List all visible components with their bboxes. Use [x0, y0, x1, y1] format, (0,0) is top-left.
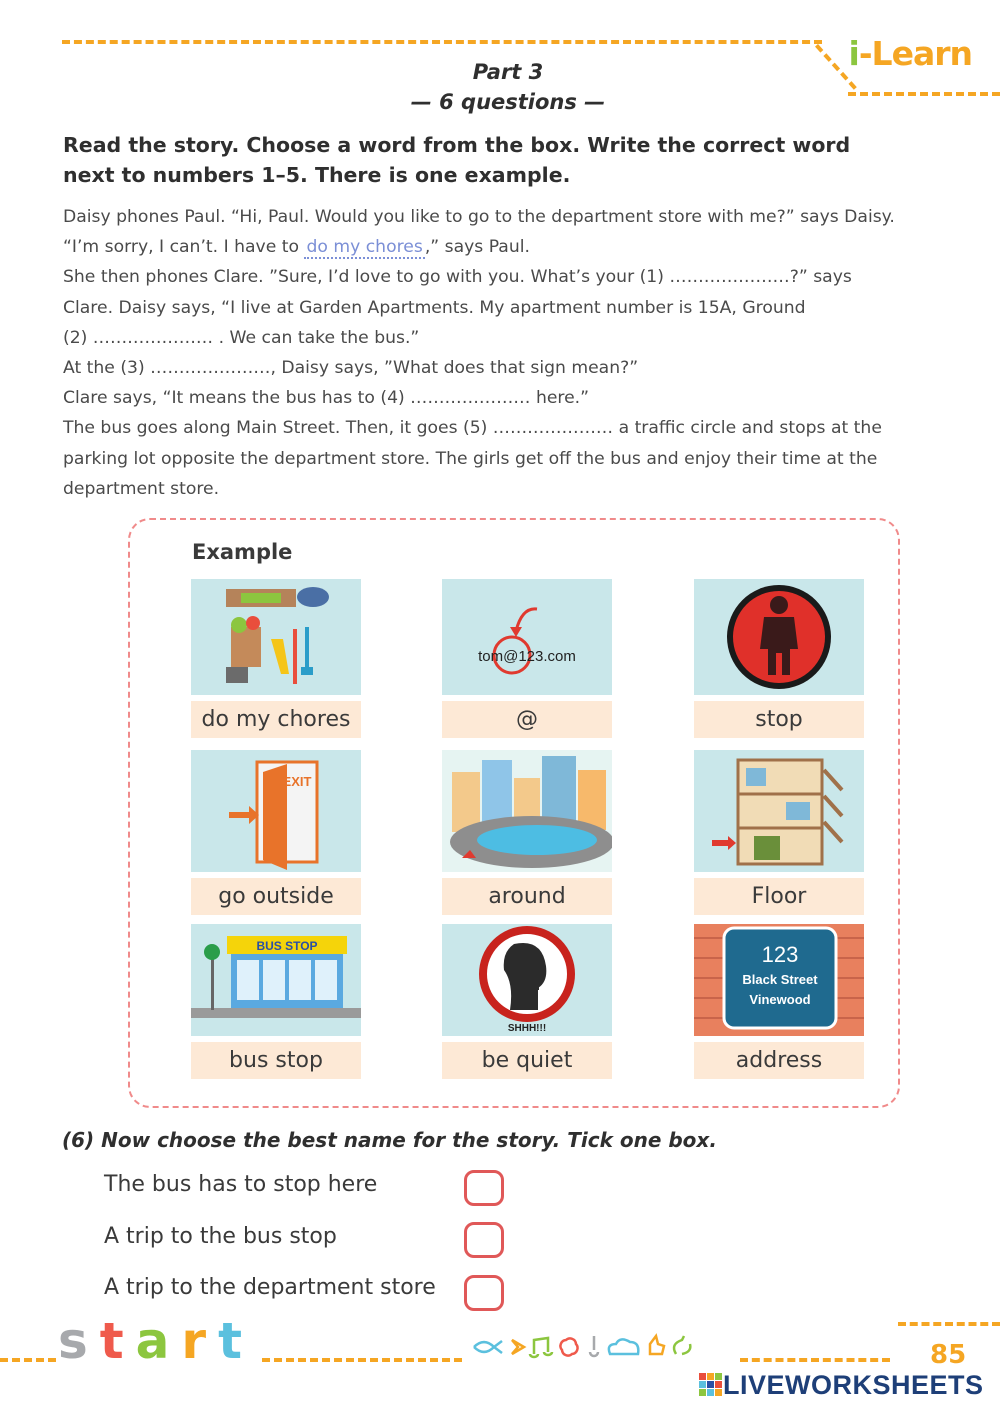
story-line: “I’m sorry, I can’t. I have to do my chores ,” says Paul.: [63, 237, 530, 258]
story-line-gap-5[interactable]: The bus goes along Main Street. Then, it goes (5) ………………… a traffic circle and stops at the: [63, 418, 882, 439]
stop-sign-icon: [694, 579, 864, 695]
email-example-text: tom@123.com: [478, 648, 576, 665]
question-6-prompt: (6) Now choose the best name for the story. Tick one box.: [62, 1128, 717, 1152]
story-line-gap-1[interactable]: She then phones Clare. ”Sure, I’d love to go with you. What’s your (1) …………………?” says: [63, 267, 852, 288]
word-label: bus stop: [191, 1042, 361, 1079]
plaque-street: Black Street: [742, 972, 818, 987]
story-line: Clare. Daisy says, “I live at Garden Apartments. My apartment number is 15A, Ground: [63, 297, 806, 318]
traffic-circle-icon: [442, 750, 612, 872]
word-label: around: [442, 878, 612, 915]
option-label: A trip to the bus stop: [104, 1224, 337, 1249]
part-subtitle: — 6 questions —: [410, 90, 606, 114]
bottom-dashed-border-right: [740, 1358, 890, 1362]
start-letter: t: [99, 1312, 136, 1370]
bottom-dashed-border-left: [0, 1358, 56, 1362]
start-word: [58, 1312, 254, 1370]
story-line-gap-2[interactable]: (2) ………………… . We can take the bus.”: [63, 327, 420, 348]
top-dashed-border: [62, 40, 822, 44]
word-label: Floor: [694, 878, 864, 915]
word-label: address: [694, 1042, 864, 1079]
instructions-line-1: Read the story. Choose a word from the box. Write the correct word: [63, 133, 851, 157]
exit-text: EXIT: [282, 774, 312, 789]
tick-box-option-1[interactable]: [464, 1170, 504, 1206]
page-number: 85: [930, 1340, 967, 1370]
story-line-gap-4[interactable]: Clare says, “It means the bus has to (4) ………………… here.”: [63, 388, 590, 409]
word-card-address: [694, 924, 864, 1079]
word-card-bus-stop: [191, 924, 361, 1079]
liveworksheets-logo-icon: [699, 1373, 723, 1401]
bottom-dashed-border: [262, 1358, 462, 1362]
start-letter: s: [58, 1312, 100, 1370]
start-letter: t: [218, 1312, 254, 1370]
example-label: Example: [192, 540, 293, 564]
story-line-gap-3[interactable]: At the (3) …………………, Daisy says, ”What does that sign mean?”: [63, 358, 639, 379]
building-floors-icon: [694, 750, 864, 872]
word-card-around: [442, 750, 612, 915]
exit-door-icon: [191, 750, 361, 872]
word-label: go outside: [191, 878, 361, 915]
word-label: do my chores: [191, 701, 361, 738]
instructions: [63, 130, 913, 190]
word-card-floor: [694, 750, 864, 915]
word-card-do-my-chores: [191, 579, 361, 738]
part-title: Part 3: [472, 60, 544, 84]
word-label: be quiet: [442, 1042, 612, 1079]
address-plaque-icon: [694, 924, 864, 1036]
chores-icon: [191, 579, 361, 695]
start-letter: a: [135, 1312, 182, 1370]
bus-stop-sign-text: BUS STOP: [256, 939, 318, 953]
word-card-be-quiet: [442, 924, 612, 1079]
word-label: stop: [694, 701, 864, 738]
plaque-number: 123: [761, 942, 799, 967]
bottom-dashed-border-far-right: [898, 1322, 1000, 1326]
doodle-icons: [470, 1332, 720, 1366]
tick-box-option-2[interactable]: [464, 1222, 504, 1258]
word-card-at-sign: [442, 579, 612, 738]
start-letter: r: [181, 1312, 219, 1370]
bus-stop-icon: [191, 924, 361, 1036]
tick-box-option-3[interactable]: [464, 1275, 504, 1311]
word-card-go-outside: [191, 750, 361, 915]
liveworksheets-watermark: LIVEWORKSHEETS: [723, 1370, 984, 1400]
plaque-town: Vinewood: [749, 992, 811, 1007]
example-answer: do my chores: [306, 237, 423, 258]
quiet-sign-icon: [442, 924, 612, 1036]
story-line: parking lot opposite the department store. The girls get off the bus and enjoy their time at the: [63, 448, 878, 469]
word-card-stop: [694, 579, 864, 738]
word-label: @: [442, 701, 612, 738]
option-label: The bus has to stop here: [104, 1172, 378, 1197]
i-learn-logo: i-Learn: [848, 34, 972, 73]
story-line: Daisy phones Paul. “Hi, Paul. Would you like to go to the department store with me?” says Daisy.: [63, 207, 895, 227]
option-label: A trip to the department store: [104, 1275, 436, 1300]
shhh-text: SHHH!!!: [507, 1023, 547, 1034]
story-line: department store.: [63, 478, 220, 499]
story-text: [63, 202, 963, 504]
instructions-line-2: next to numbers 1–5. There is one example.: [63, 163, 571, 187]
at-sign-icon: [442, 579, 612, 695]
